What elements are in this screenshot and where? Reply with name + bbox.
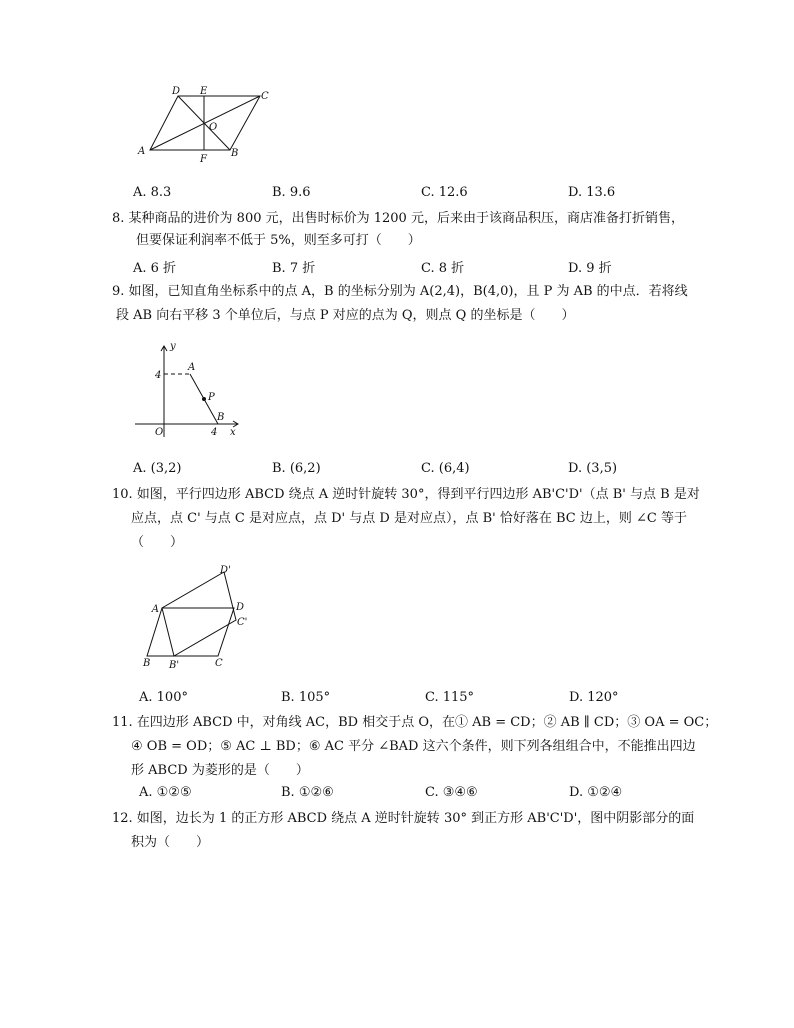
q10-option-b: B. 105°	[281, 690, 331, 705]
q7-option-a: A. 8.3	[133, 185, 172, 200]
q9-line1: 9. 如图，已知直角坐标系中的点 A，B 的坐标分别为 A(2,4)，B(4,0)，且 P 为 AB 的中点．若将线	[112, 284, 688, 299]
q10-label-c: C	[215, 658, 223, 669]
q7-label-e: E	[200, 86, 208, 97]
q7-option-b: B. 9.6	[272, 185, 311, 200]
q9-label-4y: 4	[155, 370, 162, 381]
q10-label-d: D	[236, 602, 245, 613]
q7-option-d: D. 13.6	[568, 185, 616, 200]
q12-stem	[112, 810, 712, 850]
q8-line2: 但要保证利润率不低于 5%，则至多可打（ ）	[136, 233, 421, 248]
q11-option-d: D. ①②④	[569, 785, 623, 800]
q9-label-x: x	[230, 427, 236, 438]
q9-option-a: A. (3,2)	[133, 461, 182, 476]
q9-label-y: y	[170, 341, 176, 352]
q8-option-a: A. 6 折	[133, 261, 177, 276]
q9-label-4x: 4	[211, 427, 218, 438]
q9-label-b: B	[217, 412, 225, 423]
q8-stem	[112, 210, 712, 250]
q7-label-a: A	[138, 146, 146, 157]
q9-point-p	[202, 397, 206, 401]
q10-line3: （ ）	[131, 535, 184, 550]
q7-figure	[135, 84, 280, 166]
q10-option-c: C. 115°	[425, 690, 475, 705]
q10-label-a: A	[151, 604, 159, 615]
q9-option-c: C. (6,4)	[421, 461, 470, 476]
q7-label-d: D	[172, 86, 181, 97]
q9-stem	[112, 283, 712, 323]
q9-option-d: D. (3,5)	[568, 461, 618, 476]
q9-label-p: P	[208, 392, 215, 403]
q9-figure-svg	[130, 340, 245, 440]
q10-label-cprime: C'	[237, 617, 248, 628]
q10-label-b: B	[143, 658, 151, 669]
q7-figure-svg	[135, 84, 280, 166]
q10-parallelogram-abcd-prime	[162, 572, 236, 656]
q7-diagonal-ac	[150, 96, 260, 150]
q7-label-c: C	[261, 91, 269, 102]
q11-stem	[112, 714, 718, 778]
q7-option-c: C. 12.6	[421, 185, 468, 200]
q8-line1: 8. 某种商品的进价为 800 元，出售时标价为 1200 元，后来由于该商品积压，商店准备打折销售，	[112, 211, 684, 226]
q11-option-b: B. ①②⑥	[281, 785, 334, 800]
q10-line2: 应点，点 C' 与点 C 是对应点，点 D' 与点 D 是对应点），点 B' 恰好落在 BC 边上，则 ∠C 等于	[131, 511, 687, 526]
q7-label-o: O	[209, 122, 218, 133]
q10-option-d: D. 120°	[569, 690, 619, 705]
q8-option-c: C. 8 折	[421, 261, 465, 276]
q10-label-dprime: D'	[220, 565, 231, 576]
q11-line1: 11. 在四边形 ABCD 中，对角线 AC，BD 相交于点 O，在① AB = CD；② AB ∥ CD；③ OA = OC；	[112, 715, 718, 730]
q10-parallelogram-abcd	[147, 608, 234, 656]
q12-line2: 积为（ ）	[131, 835, 210, 850]
q9-figure	[130, 340, 245, 440]
q9-option-b: B. (6,2)	[272, 461, 321, 476]
q10-option-a: A. 100°	[139, 690, 188, 705]
q9-label-a: A	[188, 362, 196, 373]
q11-line3: 形 ABCD 为菱形的是（ ）	[131, 763, 309, 778]
q8-option-b: B. 7 折	[272, 261, 316, 276]
q9-label-o: O	[155, 427, 164, 438]
q10-label-bprime: B'	[169, 660, 180, 671]
q8-option-d: D. 9 折	[568, 261, 612, 276]
q11-option-a: A. ①②⑤	[139, 785, 192, 800]
q7-label-b: B	[231, 148, 239, 159]
q10-stem	[112, 486, 712, 550]
q10-line1: 10. 如图，平行四边形 ABCD 绕点 A 逆时针旋转 30°，得到平行四边形 AB'C'D'（点 B' 与点 B 是对	[112, 487, 700, 502]
q11-option-c: C. ③④⑥	[425, 785, 478, 800]
q11-line2: ④ OB = OD；⑤ AC ⊥ BD；⑥ AC 平分 ∠BAD 这六个条件，则下列各组组合中，不能推出四边	[131, 739, 696, 754]
q10-figure-svg	[140, 562, 260, 674]
q7-label-f: F	[200, 154, 207, 165]
q12-line1: 12. 如图，边长为 1 的正方形 ABCD 绕点 A 逆时针旋转 30° 到正方形 AB'C'D'，图中阴影部分的面	[112, 811, 695, 826]
q9-line2: 段 AB 向右平移 3 个单位后，与点 P 对应的点为 Q，则点 Q 的坐标是（ ）	[116, 308, 575, 323]
q10-figure	[140, 562, 260, 674]
